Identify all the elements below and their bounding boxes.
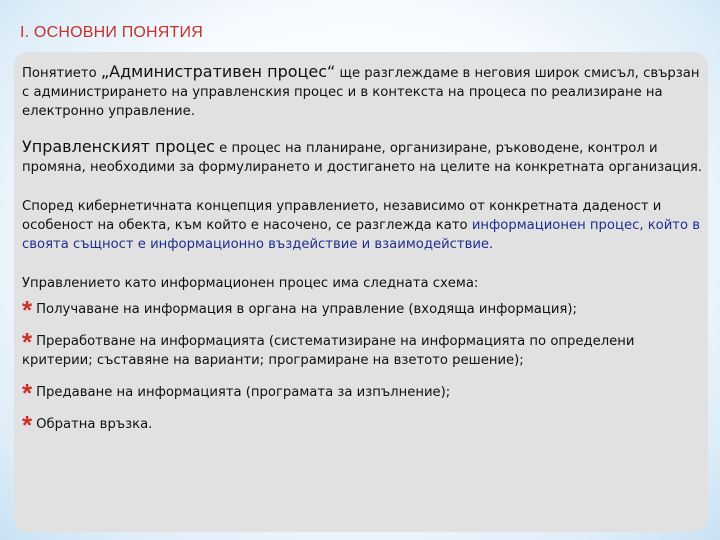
list-item-text: Предаване на информацията (програмата за изпълнение); — [36, 385, 451, 400]
paragraph-cybernetic-lead: Според кибернетичната концепция управлението, независимо от конкретната даденост и особеност на обекта, към който е насочено, се разглежда като — [22, 199, 662, 233]
term-administrative-process: „Административен процес“ — [100, 62, 336, 81]
content-body — [22, 62, 702, 440]
paragraph-cybernetic — [22, 197, 702, 254]
list-item-text: Получаване на информация в органа на управление (входяща информация); — [36, 302, 577, 317]
paragraph-management-process — [22, 137, 702, 177]
list-item — [22, 378, 702, 408]
paragraph-cybernetic-emphasis: информационен процес, който в своята същност е информационно въздействие и взаимодействие. — [22, 218, 701, 252]
paragraph-concept — [22, 62, 702, 121]
page-title: I. ОСНОВНИ ПОНЯТИЯ — [20, 24, 203, 41]
paragraph-concept-rest: ще разглеждаме в неговия широк смисъл, свързан с администрирането на управленския процес и в контекста на процеса по реализиране на електронно управление. — [22, 66, 700, 119]
list-item-text: Преработване на информацията (систематизиране на информацията по определени критерии; съставяне на варианти; програмиране на взетото решение); — [22, 334, 635, 368]
list-item-text: Обратна връзка. — [36, 417, 153, 432]
paragraph-management-rest: е процес на планиране, организиране, ръководене, контрол и промяна, необходими за формулирането и достигането на целите на конкретната организация. — [22, 141, 702, 175]
bullet-star-icon: * — [22, 378, 33, 408]
bullet-star-icon: * — [22, 410, 33, 440]
bullet-star-icon: * — [22, 327, 33, 357]
list-item — [22, 410, 702, 440]
paragraph-concept-lead: Понятието — [22, 66, 101, 81]
bullet-star-icon: * — [22, 295, 33, 325]
list-item — [22, 295, 702, 325]
paragraph-scheme-intro: Управлението като информационен процес има следната схема: — [22, 276, 479, 291]
list-item — [22, 327, 702, 370]
term-management-process: Управленският процес — [22, 137, 215, 156]
